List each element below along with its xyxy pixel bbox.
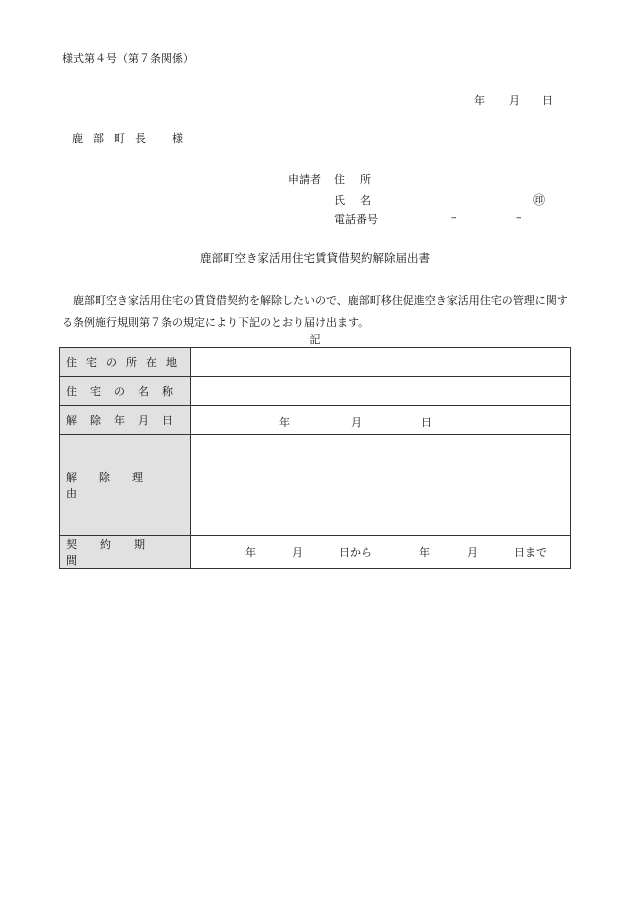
record-table xyxy=(59,347,571,569)
addressee-honorific: 様 xyxy=(172,132,193,145)
field-contract-period[interactable] xyxy=(191,536,571,569)
applicant-phone-label: 電話番号 xyxy=(334,213,378,226)
table-row xyxy=(60,406,571,435)
start-month: 月 xyxy=(292,546,303,559)
phone-separator-2: – xyxy=(516,211,522,224)
label-house-name: 住宅の名称 xyxy=(60,377,191,406)
phone-separator-1: – xyxy=(451,211,457,224)
start-day: 日から xyxy=(339,546,372,559)
label-cancel-date: 解除年月日 xyxy=(60,406,191,435)
document-title: 鹿部町空き家活用住宅賃貸借契約解除届出書 xyxy=(200,251,430,265)
addressee xyxy=(72,130,193,146)
cancel-day: 日 xyxy=(421,416,432,429)
date-month: 月 xyxy=(509,94,520,107)
field-cancel-date[interactable] xyxy=(191,406,571,435)
body-paragraph: 鹿部町空き家活用住宅の賃貸借契約を解除したいので、鹿部町移住促進空き家活用住宅の管理に関する条例施行規則第７条の規定により下記のとおり届け出ます。 xyxy=(62,294,568,329)
body-text xyxy=(62,290,572,334)
form-number: 様式第４号（第７条関係） xyxy=(62,52,194,65)
date-year: 年 xyxy=(474,94,485,107)
ki-label: 記 xyxy=(309,333,321,346)
addressee-name: 鹿部町長 xyxy=(72,132,156,145)
label-cancel-reason: 解除理由 xyxy=(60,435,191,536)
submission-date xyxy=(474,92,553,108)
table-row xyxy=(60,377,571,406)
applicant-name-label: 氏名 xyxy=(334,194,386,207)
end-day: 日まで xyxy=(514,546,547,559)
table-row xyxy=(60,435,571,536)
table-row xyxy=(60,348,571,377)
field-house-name[interactable] xyxy=(191,377,571,406)
applicant-label: 申請者 xyxy=(288,173,321,186)
date-day: 日 xyxy=(542,94,553,107)
table-row xyxy=(60,536,571,569)
label-contract-period: 契約期間 xyxy=(60,536,191,569)
label-house-location: 住宅の所在地 xyxy=(60,348,191,377)
start-year: 年 xyxy=(245,546,256,559)
applicant-address-label: 住所 xyxy=(334,173,386,186)
field-house-location[interactable] xyxy=(191,348,571,377)
end-month: 月 xyxy=(467,546,478,559)
seal-mark: ㊞ xyxy=(533,193,546,207)
cancel-year: 年 xyxy=(279,416,290,429)
end-year: 年 xyxy=(419,546,430,559)
cancel-month: 月 xyxy=(351,416,362,429)
field-cancel-reason[interactable] xyxy=(191,435,571,536)
